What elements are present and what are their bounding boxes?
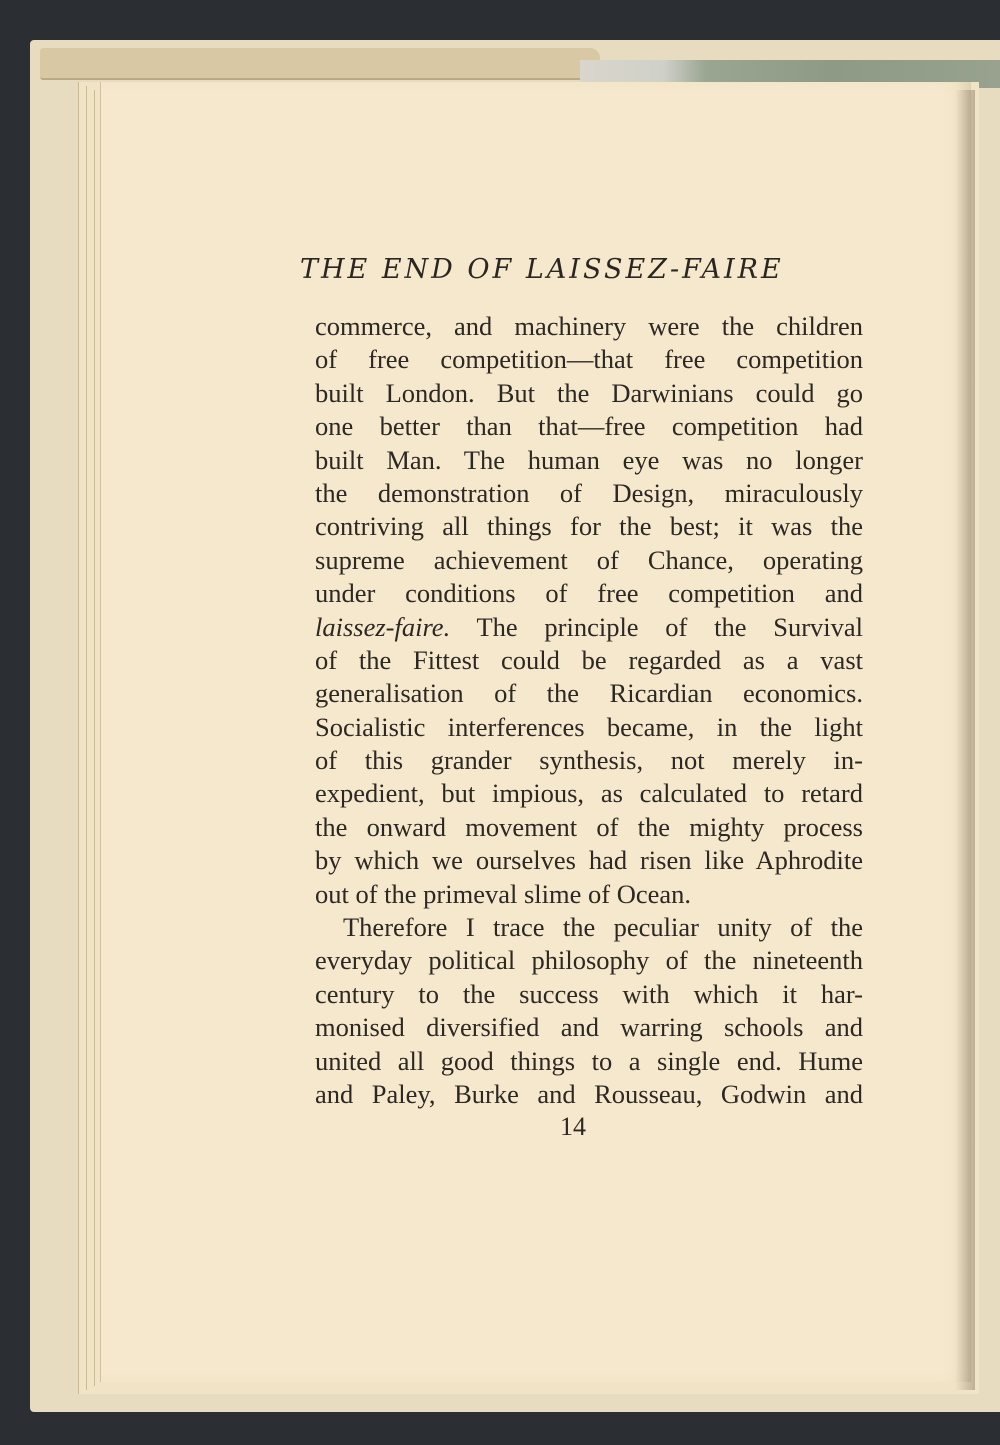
- text-line: one better than that—free competition had: [315, 411, 863, 442]
- text-line: everyday political philosophy of the nineteenth: [315, 945, 863, 976]
- text-line: contriving all things for the best; it was the: [315, 511, 863, 542]
- text-line: generalisation of the Ricardian economics.: [315, 678, 863, 709]
- text-line: of free competition—that free competition: [315, 344, 863, 375]
- text-line: commerce, and machinery were the children: [315, 311, 863, 341]
- text-line: the demonstration of Design, miraculously: [315, 477, 863, 508]
- text-fragment: The principle of the Survival: [450, 611, 863, 642]
- text-line: Therefore I trace the peculiar unity of the: [343, 912, 863, 943]
- body-text: [315, 310, 863, 1111]
- italic-term: laissez-faire.: [315, 611, 451, 642]
- text-line: of the Fittest could be regarded as a vast: [315, 644, 863, 675]
- text-line: monised diversified and warring schools and: [315, 1012, 863, 1043]
- text-line: out of the primeval slime of Ocean.: [315, 878, 692, 909]
- text-line: and Paley, Burke and Rousseau, Godwin and: [315, 1078, 863, 1109]
- running-head: THE END OF LAISSEZ-FAIRE: [300, 254, 784, 285]
- text-line: Socialistic interferences became, in the light: [315, 711, 863, 742]
- text-line: united all good things to a single end. Hume: [315, 1045, 863, 1076]
- text-line: of this grander synthesis, not merely in-: [315, 745, 863, 776]
- gutter-shadow: [955, 90, 975, 1390]
- text-line: century to the success with which it har-: [315, 978, 863, 1009]
- jacket-fold: [40, 48, 600, 80]
- text-line: the onward movement of the mighty process: [315, 811, 863, 842]
- text-line-italic: [315, 611, 863, 644]
- page-number: 14: [560, 1112, 586, 1141]
- text-line: expedient, but impious, as calculated to retard: [315, 778, 863, 809]
- text-line: by which we ourselves had risen like Aphrodite: [315, 845, 863, 876]
- text-line: supreme achievement of Chance, operating: [315, 544, 863, 575]
- text-line: built Man. The human eye was no longer: [315, 444, 863, 475]
- text-line: under conditions of free competition and: [315, 578, 863, 609]
- text-line: built London. But the Darwinians could go: [315, 377, 863, 408]
